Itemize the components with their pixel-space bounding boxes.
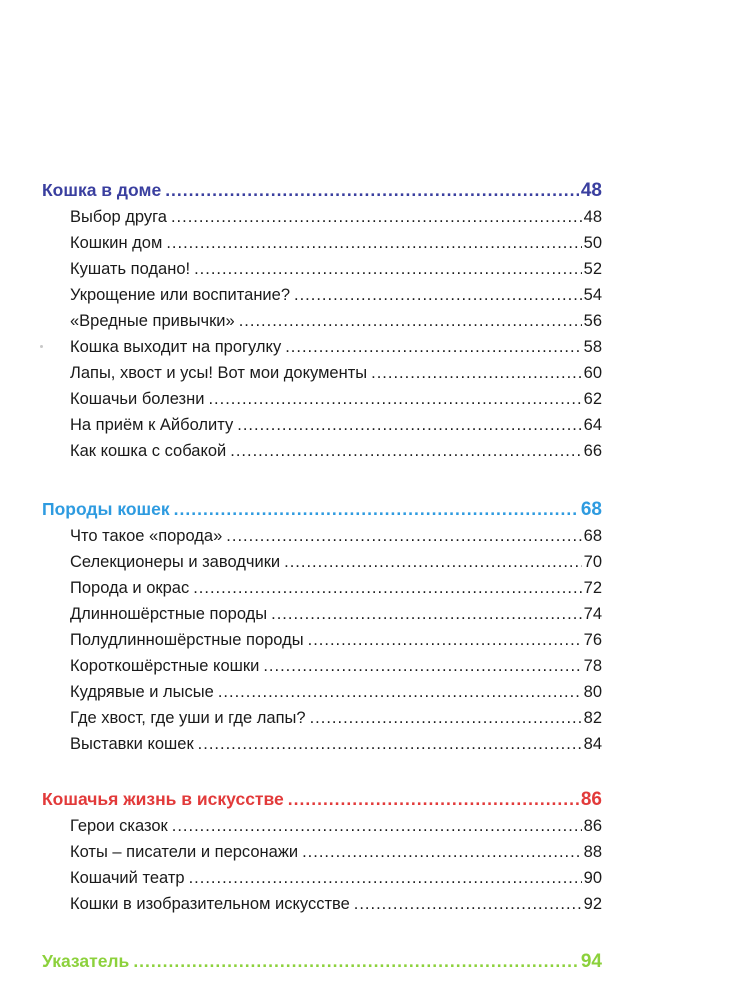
toc-item-label: Выбор друга — [70, 208, 167, 226]
toc-item-page: 58 — [583, 338, 602, 356]
dot-leader — [354, 891, 582, 917]
dot-leader — [133, 947, 579, 975]
toc-item[interactable] — [70, 282, 602, 308]
toc-item-page: 68 — [583, 527, 602, 545]
toc-heading-page: 86 — [580, 789, 602, 810]
toc-item[interactable] — [70, 308, 602, 334]
toc-item[interactable] — [70, 412, 602, 438]
dot-leader — [371, 360, 582, 386]
toc-item[interactable] — [70, 438, 602, 464]
dot-leader — [165, 176, 579, 204]
toc-item-page: 54 — [583, 286, 602, 304]
dot-leader — [263, 653, 581, 679]
dot-leader — [294, 282, 582, 308]
dot-leader — [237, 412, 581, 438]
dot-leader — [194, 256, 582, 282]
toc-item-label: Укрощение или воспитание? — [70, 286, 291, 304]
toc-item-label: «Вредные привычки» — [70, 312, 235, 330]
toc-item-label: Выставки кошек — [70, 735, 194, 753]
toc-item-page: 78 — [583, 657, 602, 675]
toc-item-label: Лапы, хвост и усы! Вот мои документы — [70, 364, 368, 382]
toc-item-label: Где хвост, где уши и где лапы? — [70, 709, 306, 727]
toc-item[interactable] — [70, 891, 602, 917]
toc-item-page: 62 — [583, 390, 602, 408]
dot-leader — [230, 438, 581, 464]
toc-item[interactable] — [70, 230, 602, 256]
toc-item[interactable] — [70, 679, 602, 705]
toc-section-breeds — [42, 495, 602, 757]
dot-leader — [310, 705, 582, 731]
toc-item-page: 90 — [583, 869, 602, 887]
toc-item-page: 86 — [583, 817, 602, 835]
dot-leader — [226, 523, 581, 549]
toc-item[interactable] — [70, 705, 602, 731]
toc-item-page: 84 — [583, 735, 602, 753]
toc-item-label: Короткошёрстные кошки — [70, 657, 260, 675]
toc-heading-title: Кошачья жизнь в искусстве — [42, 789, 284, 809]
dot-leader — [302, 839, 582, 865]
toc-item-label: Что такое «порода» — [70, 527, 223, 545]
dot-leader — [284, 549, 582, 575]
toc-item-page: 70 — [583, 553, 602, 571]
toc-item-label: Кушать подано! — [70, 260, 191, 278]
toc-item[interactable] — [70, 865, 602, 891]
toc-item-page: 60 — [583, 364, 602, 382]
dot-leader — [218, 679, 582, 705]
toc-item[interactable] — [70, 360, 602, 386]
toc-heading-row[interactable] — [42, 947, 602, 975]
toc-heading-row[interactable] — [42, 176, 602, 204]
toc-item-page: 82 — [583, 709, 602, 727]
toc-item-label: Кошачьи болезни — [70, 390, 205, 408]
dot-leader — [189, 865, 582, 891]
toc-item-label: Кошки в изобразительном искусстве — [70, 895, 350, 913]
dot-leader — [172, 813, 582, 839]
toc-item-page: 80 — [583, 683, 602, 701]
toc-item[interactable] — [70, 627, 602, 653]
toc-item-label: Герои сказок — [70, 817, 168, 835]
toc-heading-title: Указатель — [42, 951, 130, 971]
toc-item-page: 56 — [583, 312, 602, 330]
toc-item[interactable] — [70, 731, 602, 757]
table-of-contents — [42, 176, 602, 975]
toc-item[interactable] — [70, 334, 602, 360]
toc-item-label: На приём к Айболиту — [70, 416, 234, 434]
dot-leader — [239, 308, 582, 334]
toc-heading-page: 68 — [580, 499, 602, 520]
toc-item-label: Длинношёрстные породы — [70, 605, 268, 623]
dot-leader — [193, 575, 581, 601]
dot-leader — [166, 230, 581, 256]
dot-leader — [308, 627, 582, 653]
toc-item-label: Как кошка с собакой — [70, 442, 227, 460]
toc-item-page: 74 — [583, 605, 602, 623]
toc-item[interactable] — [70, 256, 602, 282]
toc-item-page: 64 — [583, 416, 602, 434]
toc-item-label: Кудрявые и лысые — [70, 683, 214, 701]
toc-item-label: Порода и окрас — [70, 579, 190, 597]
dot-leader — [285, 334, 581, 360]
toc-section-index — [42, 947, 602, 975]
toc-item-label: Кошачий театр — [70, 869, 185, 887]
toc-item-page: 52 — [583, 260, 602, 278]
toc-item[interactable] — [70, 601, 602, 627]
toc-heading-row[interactable] — [42, 785, 602, 813]
toc-heading-page: 48 — [580, 180, 602, 201]
toc-item-page: 92 — [583, 895, 602, 913]
toc-section-home — [42, 176, 602, 464]
toc-item[interactable] — [70, 204, 602, 230]
toc-item-page: 50 — [583, 234, 602, 252]
toc-item-label: Кошкин дом — [70, 234, 163, 252]
toc-item-page: 48 — [583, 208, 602, 226]
toc-item[interactable] — [70, 549, 602, 575]
toc-item-label: Селекционеры и заводчики — [70, 553, 281, 571]
dot-leader — [174, 495, 579, 523]
toc-item[interactable] — [70, 653, 602, 679]
toc-item-page: 76 — [583, 631, 602, 649]
toc-item-page: 88 — [583, 843, 602, 861]
dot-leader — [198, 731, 582, 757]
dot-leader — [171, 204, 582, 230]
toc-section-art — [42, 785, 602, 917]
toc-heading-title: Кошка в доме — [42, 180, 162, 200]
toc-heading-page: 94 — [580, 951, 602, 972]
toc-heading-row[interactable] — [42, 495, 602, 523]
dot-leader — [288, 785, 579, 813]
toc-heading-title: Породы кошек — [42, 499, 170, 519]
dot-leader — [271, 601, 582, 627]
toc-item[interactable] — [70, 575, 602, 601]
toc-item-label: Кошка выходит на прогулку — [70, 338, 282, 356]
toc-item[interactable] — [70, 813, 602, 839]
toc-item[interactable] — [70, 386, 602, 412]
toc-item-page: 72 — [583, 579, 602, 597]
toc-item[interactable] — [70, 523, 602, 549]
toc-item-label: Полудлинношёрстные породы — [70, 631, 304, 649]
toc-item-page: 66 — [583, 442, 602, 460]
toc-item[interactable] — [70, 839, 602, 865]
toc-item-label: Коты – писатели и персонажи — [70, 843, 299, 861]
dot-leader — [208, 386, 581, 412]
